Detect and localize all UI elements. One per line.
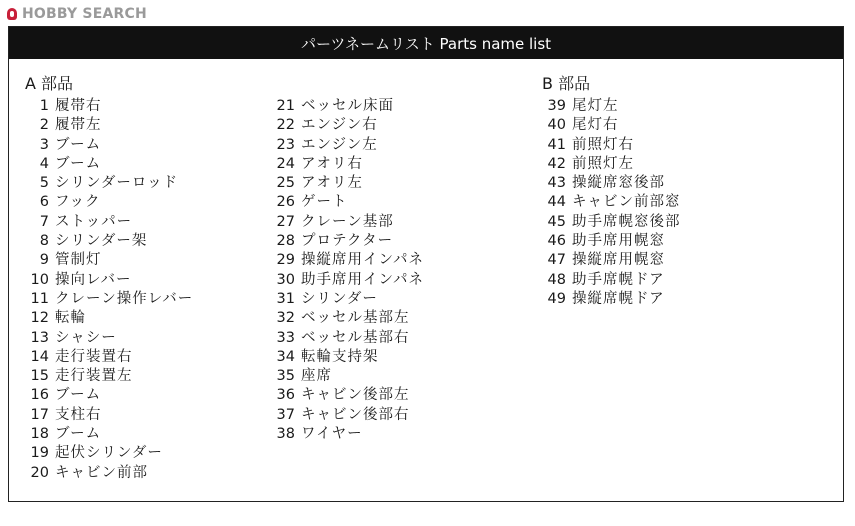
part-name: フック [55, 194, 101, 211]
part-name: 履帯左 [55, 117, 102, 134]
part-list-item [271, 136, 424, 155]
part-number: 33 [276, 329, 295, 346]
parts-column-3 [542, 73, 681, 309]
part-list-item [542, 251, 681, 270]
part-name: ゲート [301, 194, 348, 211]
part-list-item [542, 232, 681, 251]
parts-column-2 [271, 73, 424, 444]
logo-icon [6, 7, 18, 21]
part-number: 41 [547, 136, 566, 153]
part-list-item [25, 444, 193, 463]
part-list-item [25, 174, 193, 193]
part-name: キャビン後部左 [301, 387, 410, 404]
part-number: 12 [30, 310, 49, 327]
part-number: 48 [547, 271, 566, 288]
part-list-item [25, 213, 193, 232]
part-list-item [271, 271, 424, 290]
part-name: 支柱右 [55, 406, 102, 423]
logo-text: HOBBY SEARCH [22, 6, 147, 22]
part-list-item [542, 213, 681, 232]
part-number: 35 [276, 368, 295, 385]
part-list-item [25, 251, 193, 270]
part-name: シャシー [55, 329, 117, 346]
group-spacer [271, 73, 424, 95]
part-name: 助手席幌ドア [572, 271, 665, 288]
part-name: シリンダーロッド [55, 175, 179, 192]
part-number: 47 [547, 252, 566, 269]
part-name: 前照灯右 [572, 136, 634, 153]
part-name: 履帯右 [55, 98, 102, 114]
part-number: 28 [276, 233, 295, 250]
part-number: 24 [276, 155, 295, 172]
part-name: 助手席用幌窓 [572, 233, 665, 250]
part-number: 46 [547, 233, 566, 250]
part-list-item [271, 386, 424, 405]
part-number: 22 [276, 117, 295, 134]
part-number: 10 [30, 271, 49, 288]
part-name: 操縦席用インパネ [301, 252, 424, 269]
part-name: 助手席用インパネ [301, 271, 424, 288]
part-list-item [271, 309, 424, 328]
part-name: 尾灯左 [572, 98, 619, 114]
part-number: 2 [39, 117, 49, 134]
part-list-item [25, 386, 193, 405]
part-name: シリンダー [301, 290, 378, 307]
part-list-item [271, 251, 424, 270]
header-title: パーツネームリスト Parts name list [300, 34, 552, 53]
part-number: 15 [30, 368, 49, 385]
part-number: 38 [276, 426, 295, 443]
part-number: 14 [30, 348, 49, 365]
group-b-title: B 部品 [542, 74, 591, 93]
part-number: 8 [39, 233, 49, 250]
part-number: 26 [276, 194, 295, 211]
part-number: 45 [547, 213, 566, 230]
parts-list-frame [8, 26, 844, 502]
part-list-item [25, 116, 193, 135]
part-name: キャビン後部右 [301, 406, 410, 423]
part-number: 11 [30, 290, 49, 307]
part-number: 32 [276, 310, 295, 327]
part-name: アオリ右 [301, 155, 363, 172]
part-name: 転輪 [55, 310, 86, 327]
part-list-item [542, 174, 681, 193]
part-name: クレーン基部 [301, 213, 394, 230]
part-number: 42 [547, 155, 566, 172]
part-number: 1 [39, 98, 49, 114]
part-name: 座席 [301, 368, 332, 385]
hobby-search-logo [6, 5, 147, 23]
part-list-item [25, 464, 193, 483]
part-name: ベッセル基部右 [301, 329, 410, 346]
part-list-item [271, 406, 424, 425]
part-name: 起伏シリンダー [55, 445, 163, 462]
part-number: 23 [276, 136, 295, 153]
part-list-item [25, 290, 193, 309]
part-name: エンジン左 [301, 136, 378, 153]
part-number: 31 [276, 290, 295, 307]
part-list-item [542, 136, 681, 155]
part-number: 49 [547, 290, 566, 307]
part-number: 6 [39, 194, 49, 211]
part-name: 操縦席窓後部 [572, 175, 665, 192]
part-list-item [271, 425, 424, 444]
part-number: 44 [547, 194, 566, 211]
part-list-item [25, 97, 193, 116]
part-list-item [271, 174, 424, 193]
parts-column-1 [25, 73, 193, 483]
part-number: 36 [276, 387, 295, 404]
part-number: 7 [39, 213, 49, 230]
part-name: ワイヤー [301, 426, 363, 443]
part-name: 管制灯 [55, 252, 102, 269]
part-number: 30 [276, 271, 295, 288]
part-list-item [542, 193, 681, 212]
part-name: 操縦席用幌窓 [572, 252, 665, 269]
part-name: ブーム [55, 155, 102, 172]
part-name: 前照灯左 [572, 155, 634, 172]
part-name: ブーム [55, 426, 102, 443]
part-list-item [25, 271, 193, 290]
part-list-item [25, 155, 193, 174]
part-name: 操向レバー [55, 271, 132, 288]
header-bar [9, 27, 843, 59]
part-number: 19 [30, 445, 49, 462]
part-number: 40 [547, 117, 566, 134]
part-number: 4 [39, 155, 49, 172]
part-list-item [25, 232, 193, 251]
part-number: 43 [547, 175, 566, 192]
part-name: プロテクター [301, 233, 394, 250]
part-name: ブーム [55, 136, 102, 153]
part-name: キャビン前部窓 [572, 194, 681, 211]
part-number: 3 [39, 136, 49, 153]
part-number: 25 [276, 175, 295, 192]
part-list-item [542, 290, 681, 309]
part-list-item [25, 348, 193, 367]
part-name: ブーム [55, 387, 102, 404]
part-list-item [271, 290, 424, 309]
part-list-item [542, 116, 681, 135]
part-name: 走行装置左 [55, 368, 133, 385]
part-number: 29 [276, 252, 295, 269]
part-name: アオリ左 [301, 175, 363, 192]
part-name: クレーン操作レバー [55, 290, 194, 307]
part-list-item [271, 348, 424, 367]
part-name: 走行装置右 [55, 348, 133, 365]
part-number: 9 [39, 252, 49, 269]
part-list-item [271, 193, 424, 212]
part-list-item [271, 116, 424, 135]
part-list-item [271, 97, 424, 116]
part-number: 18 [30, 426, 49, 443]
part-name: キャビン前部 [55, 464, 148, 481]
part-list-item [25, 367, 193, 386]
part-name: 尾灯右 [572, 117, 619, 134]
part-list-item [25, 329, 193, 348]
part-list-item [25, 136, 193, 155]
part-number: 16 [30, 387, 49, 404]
part-list-item [271, 155, 424, 174]
part-number: 5 [39, 175, 49, 192]
part-name: 転輪支持架 [301, 348, 379, 365]
part-number: 13 [30, 329, 49, 346]
part-name: エンジン右 [301, 117, 378, 134]
part-number: 27 [276, 213, 295, 230]
part-list-item [271, 367, 424, 386]
part-number: 21 [276, 98, 295, 114]
part-number: 34 [276, 348, 295, 365]
part-list-item [542, 155, 681, 174]
part-name: ベッセル床面 [301, 98, 394, 114]
part-list-item [25, 309, 193, 328]
part-list-item [25, 425, 193, 444]
part-number: 39 [547, 98, 566, 114]
part-name: ベッセル基部左 [301, 310, 410, 327]
group-a-title: A 部品 [25, 74, 74, 93]
part-name: ストッパー [55, 213, 133, 230]
part-name: 操縦席幌ドア [572, 290, 665, 307]
part-list-item [271, 329, 424, 348]
part-list-item [542, 97, 681, 116]
part-name: 助手席幌窓後部 [572, 213, 681, 230]
part-list-item [542, 271, 681, 290]
part-list-item [271, 232, 424, 251]
part-list-item [25, 193, 193, 212]
part-number: 20 [30, 464, 49, 481]
part-list-item [271, 213, 424, 232]
part-number: 37 [276, 406, 295, 423]
part-list-item [25, 406, 193, 425]
part-number: 17 [30, 406, 49, 423]
part-name: シリンダー架 [55, 233, 148, 250]
